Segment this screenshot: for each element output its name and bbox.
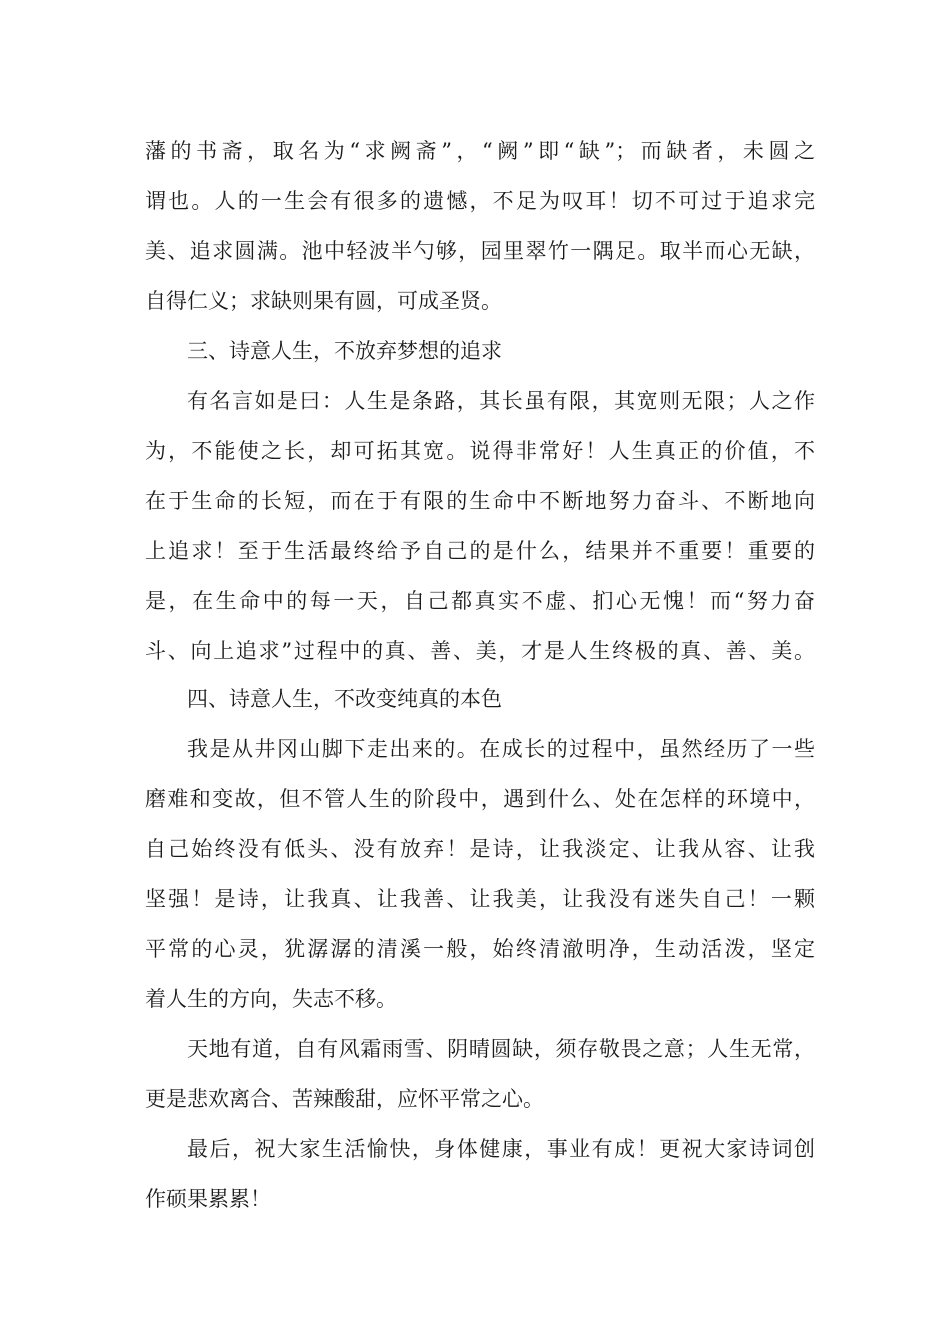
text-line: 谓也。人的一生会有很多的遗憾，不足为叹耳！切不可过于追求完 [145,189,815,213]
text-line: 最后，祝大家生活愉快，身体健康，事业有成！更祝大家诗词创 [187,1137,815,1161]
text-line: 作硕果累累！ [145,1187,271,1211]
text-line: 平常的心灵，犹潺潺的清溪一般，始终清澈明净，生动活泼，坚定 [145,937,815,961]
text-line: 有名言如是曰：人生是条路，其长虽有限，其宽则无限；人之作 [187,389,815,413]
text-line: 藩的书斋，取名为“求阙斋”，“阙”即“缺”；而缺者，未圆之 [145,139,815,163]
text-line: 在于生命的长短，而在于有限的生命中不断地努力奋斗、不断地向 [145,489,815,513]
text-line: 斗、向上追求”过程中的真、善、美，才是人生终极的真、善、美。 [145,639,815,663]
text-line: 着人生的方向，失志不移。 [145,987,397,1011]
section-heading: 三、诗意人生，不放弃梦想的追求 [187,339,502,363]
text-line: 是，在生命中的每一天，自己都真实不虚、扪心无愧！而“努力奋 [145,589,815,613]
text-line: 美、追求圆满。池中轻波半勺够，园里翠竹一隅足。取半而心无缺， [145,239,815,263]
text-line: 为，不能使之长，却可拓其宽。说得非常好！人生真正的价值，不 [145,439,815,463]
text-line: 天地有道，自有风霜雨雪、阴晴圆缺，须存敬畏之意；人生无常， [187,1037,815,1061]
text-line: 上追求！至于生活最终给予自己的是什么，结果并不重要！重要的 [145,539,815,563]
text-line: 磨难和变故，但不管人生的阶段中，遇到什么、处在怎样的环境中， [145,787,815,811]
text-line: 我是从井冈山脚下走出来的。在成长的过程中，虽然经历了一些 [187,737,815,761]
section-heading: 四、诗意人生，不改变纯真的本色 [187,687,502,711]
text-line: 自得仁义；求缺则果有圆，可成圣贤。 [145,289,502,313]
text-line: 更是悲欢离合、苦辣酸甜，应怀平常之心。 [145,1087,544,1111]
text-line: 自己始终没有低头、没有放弃！是诗，让我淡定、让我从容、让我 [145,837,815,861]
text-line: 坚强！是诗，让我真、让我善、让我美，让我没有迷失自己！一颗 [145,887,815,911]
